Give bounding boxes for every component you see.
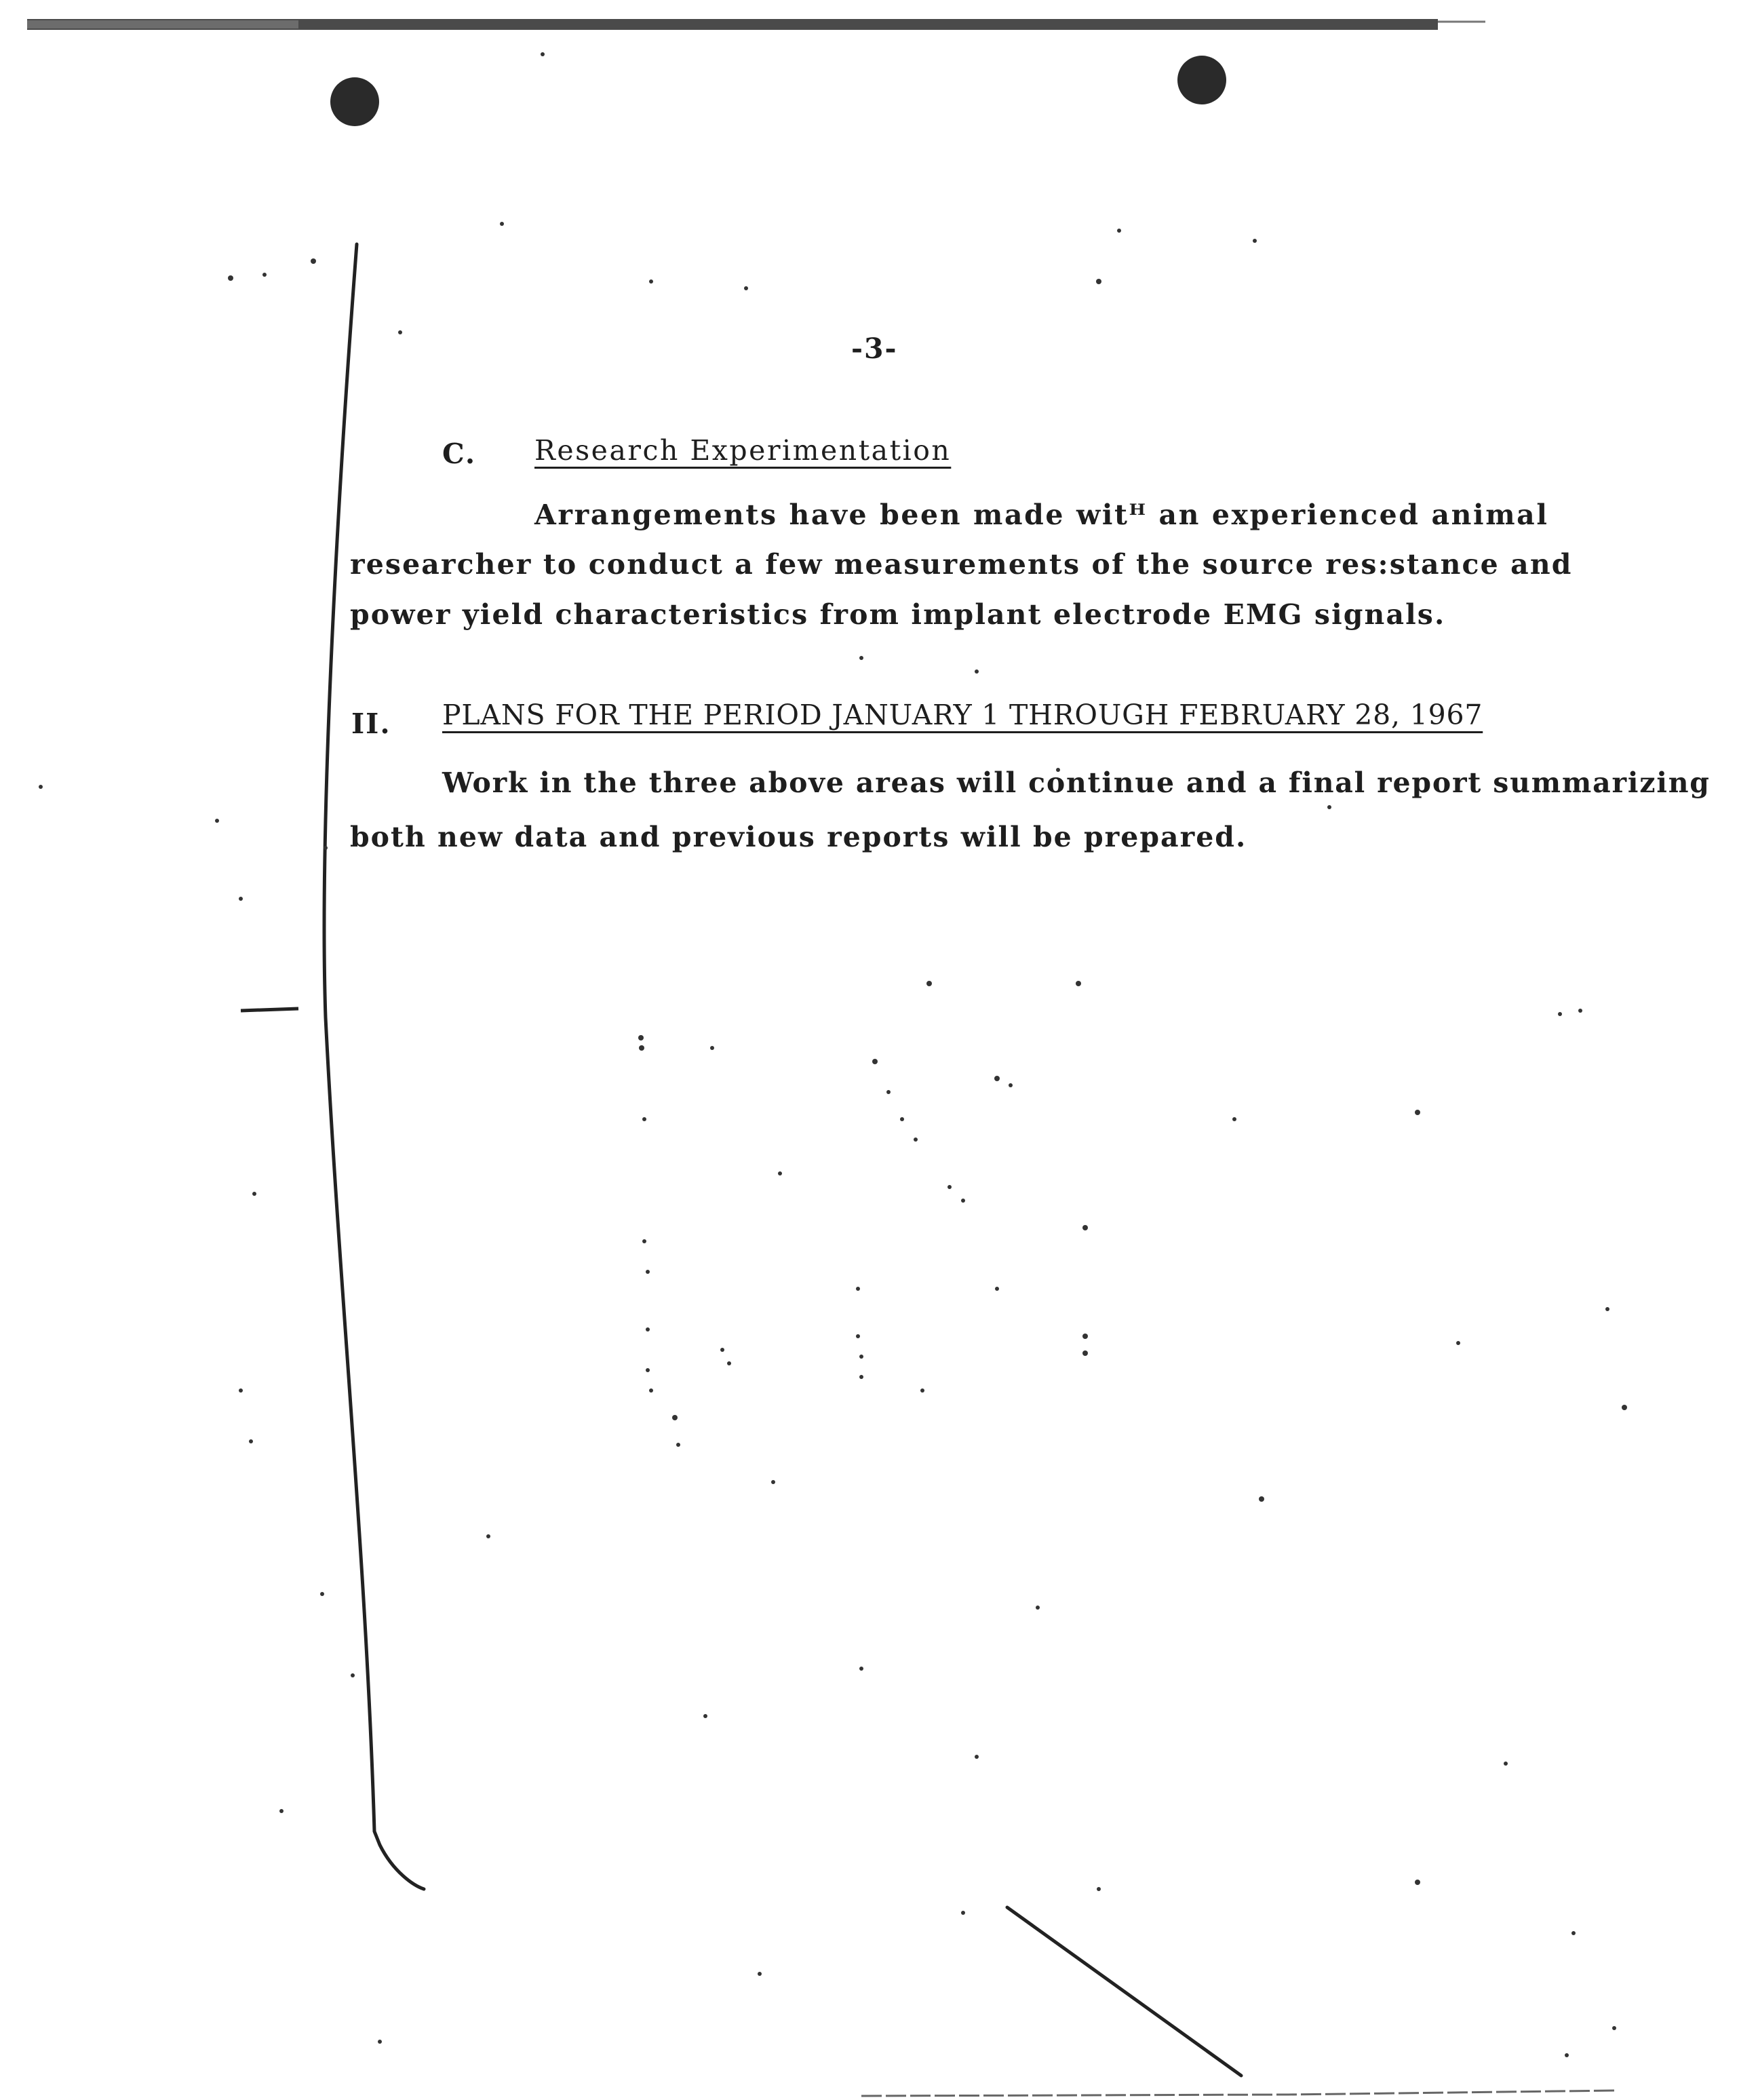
scan-bottom-edge <box>861 2091 1614 2096</box>
section-c-line-3: power yield characteristics from implant electrode EMG signals. <box>350 598 1446 631</box>
section-c-label: C. <box>442 438 477 470</box>
section-c-line-2: researcher to conduct a few measurements of the source res:stance and <box>350 548 1573 581</box>
binder-hole-right <box>1177 56 1226 104</box>
section-ii-line-1: Work in the three above areas will continue and a final report summarizing <box>442 766 1711 799</box>
page-number: -3- <box>851 332 898 365</box>
scan-specks <box>39 52 1627 2057</box>
section-c-line-1: Arrangements have been made witᴴ an experienced animal <box>534 499 1549 531</box>
section-ii-label: II. <box>351 707 391 740</box>
margin-dash <box>241 1009 298 1011</box>
section-c-heading: Research Experimentation <box>534 434 952 467</box>
margin-line-curve <box>324 244 424 1889</box>
section-ii-line-2: both new data and previous reports will be prepared. <box>350 821 1247 853</box>
section-ii-heading: PLANS FOR THE PERIOD JANUARY 1 THROUGH FEBRUARY 28, 1967 <box>442 699 1483 731</box>
binder-hole-left <box>330 77 379 126</box>
scan-top-edge-texture <box>27 20 298 28</box>
corner-curl-line <box>1007 1907 1241 2076</box>
